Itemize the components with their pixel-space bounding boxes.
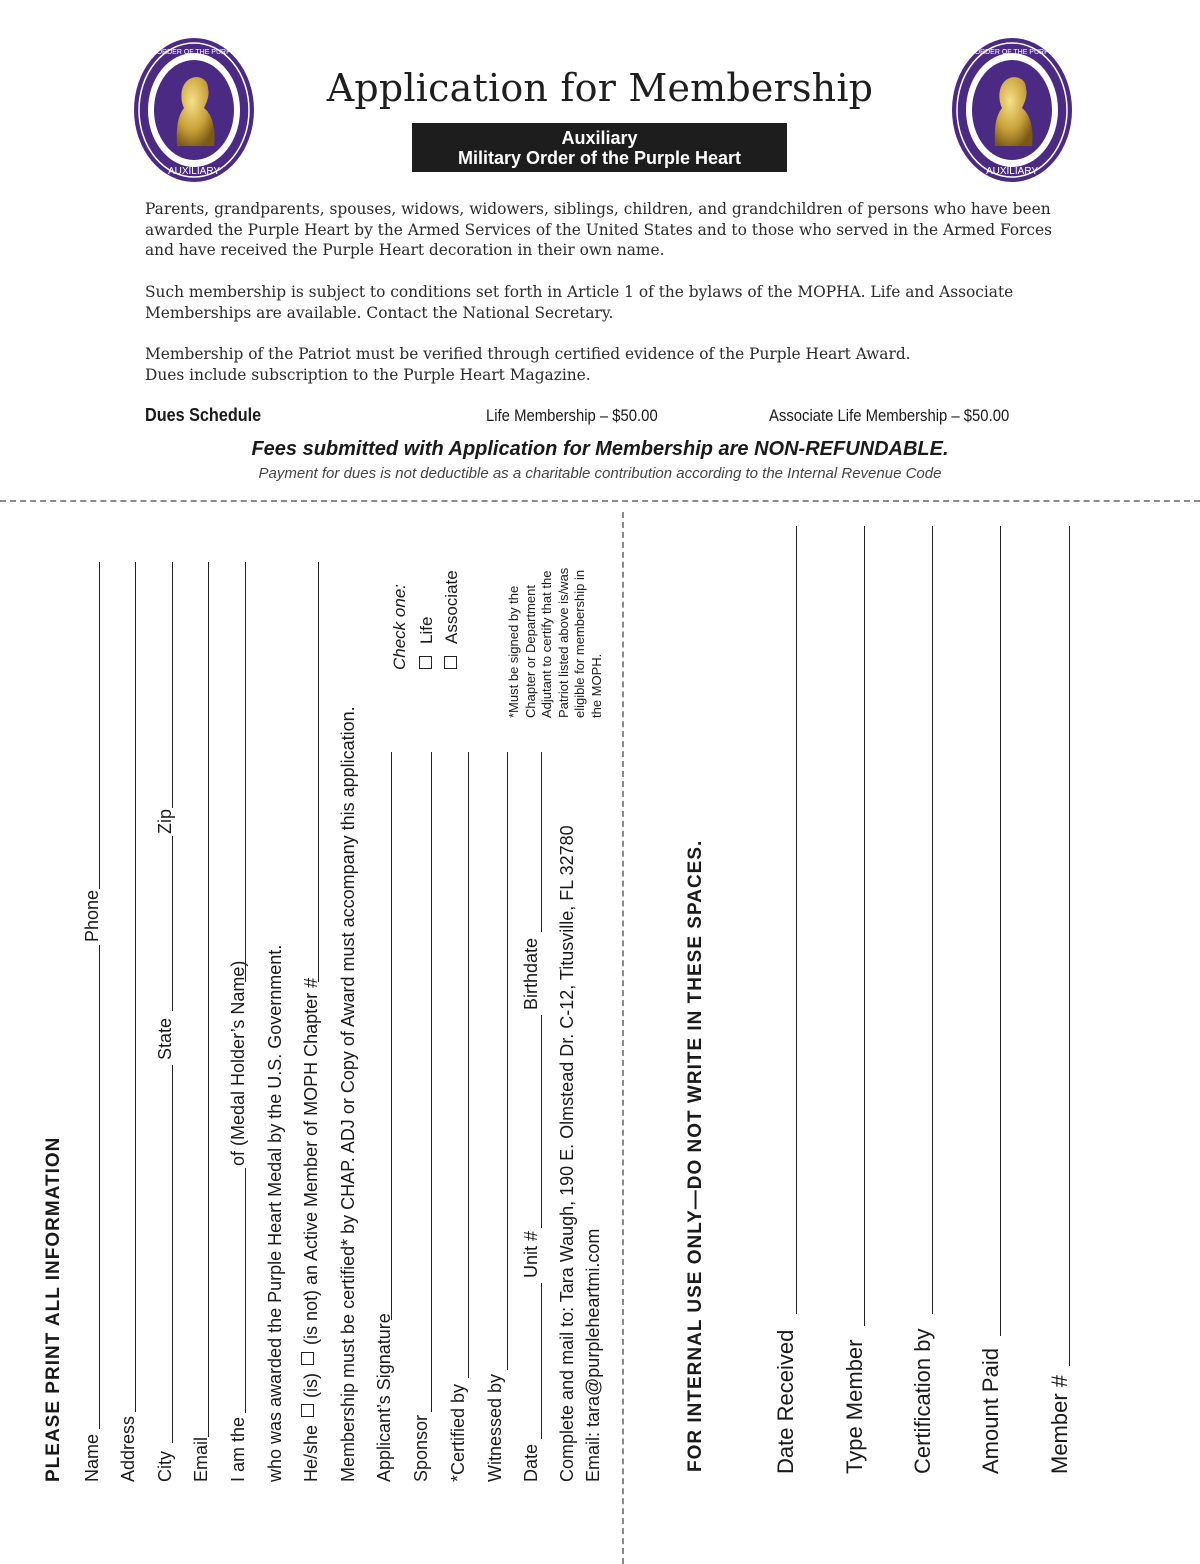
sponsor-label: Sponsor	[411, 1414, 431, 1482]
cert-note-line: Adjutant to certify that the	[539, 570, 554, 718]
is-checkbox[interactable]	[301, 1404, 314, 1417]
date-received-label: Date Received	[773, 1329, 798, 1474]
non-refundable-notice: Fees submitted with Application for Membership are NON-REFUNDABLE.	[251, 438, 949, 460]
logo-top-text: MILITARY ORDER OF THE PURPLE HEART	[941, 49, 1083, 56]
org-banner	[412, 123, 787, 172]
horizontal-cut-line	[0, 500, 1200, 502]
awarded-statement: who was awarded the Purple Heart Medal by the U.S. Government.	[265, 944, 285, 1482]
tax-notice: Payment for dues is not deductible as a charitable contribution according to the Internal Revenue Code	[258, 465, 942, 482]
is-label: (is)	[301, 1373, 321, 1398]
name-field[interactable]	[99, 945, 100, 1429]
address-field[interactable]	[135, 562, 136, 1412]
verification-paragraph	[145, 344, 1085, 385]
member-number-label: Member #	[1047, 1374, 1072, 1474]
logo-right	[941, 36, 1083, 184]
witnessed-by-label: Witnessed by	[485, 1373, 505, 1482]
certification-by-label: Certification by	[910, 1328, 935, 1474]
vertical-cut-line	[622, 512, 624, 1564]
cert-note-line: Chapter or Department	[522, 585, 538, 718]
amount-paid-label: Amount Paid	[978, 1348, 1003, 1474]
zip-label: Zip	[155, 808, 175, 834]
cert-note-line: *Must be signed by the	[506, 585, 521, 718]
verification-line-2: Dues include subscription to the Purple Heart Magazine.	[145, 365, 591, 384]
medal-holder-field[interactable]	[245, 562, 246, 982]
logo-bottom-text: AUXILIARY	[985, 166, 1039, 177]
banner-line-1: Auxiliary	[561, 128, 638, 148]
cert-note-line: eligible for membership in	[572, 569, 587, 718]
verification-line-1: Membership of the Patriot must be verified through certified evidence of the Purple Heart Award.	[145, 345, 911, 363]
banner-line-2: Military Order of the Purple Heart	[457, 148, 742, 168]
applicant-signature-field[interactable]	[391, 752, 392, 1320]
date-label: Date	[521, 1443, 541, 1482]
type-member-field[interactable]	[864, 526, 865, 1326]
mailing-address: Complete and mail to: Tara Waugh, 190 E. Olmstead Dr. C-12, Titusville, FL 32780	[557, 825, 577, 1482]
certified-by-field[interactable]	[468, 752, 469, 1378]
certification-note	[506, 568, 605, 718]
life-option-label: Life	[417, 616, 436, 644]
associate-option-label: Associate	[442, 570, 461, 644]
associate-membership-fee: Associate Life Membership – $50.00	[769, 407, 1010, 425]
zip-field[interactable]	[172, 562, 173, 808]
associate-checkbox[interactable]	[444, 656, 457, 669]
member-number-field[interactable]	[1069, 526, 1070, 1366]
date-received-field[interactable]	[796, 526, 797, 1314]
name-label: Name	[82, 1433, 102, 1482]
state-label: State	[155, 1017, 175, 1060]
cert-note-line: Patriot listed above is/was	[555, 567, 571, 718]
life-membership-fee: Life Membership – $50.00	[486, 407, 658, 425]
email-label: Email	[191, 1436, 211, 1482]
logo-bottom-text: AUXILIARY	[167, 166, 221, 177]
bylaws-paragraph: Such membership is subject to conditions set forth in Article 1 of the bylaws of the MOPHA. Life and Associate Memberships are available. Contact the National Secretary.	[145, 283, 1014, 322]
amount-paid-field[interactable]	[1000, 526, 1001, 1336]
internal-use-heading: FOR INTERNAL USE ONLY—DO NOT WRITE IN THESE SPACES.	[685, 839, 706, 1472]
birthdate-label: Birthdate	[521, 937, 541, 1010]
unit-field[interactable]	[541, 1015, 542, 1228]
date-field[interactable]	[541, 1283, 542, 1439]
is-not-checkbox[interactable]	[301, 1352, 314, 1365]
birthdate-field[interactable]	[541, 752, 542, 932]
medal-holder-label: of (Medal Holder’s Name)	[228, 960, 248, 1166]
logo-top-text: MILITARY ORDER OF THE PURPLE HEART	[123, 49, 265, 56]
address-label: Address	[118, 1415, 138, 1482]
state-field[interactable]	[172, 836, 173, 1011]
email-field[interactable]	[208, 562, 209, 1437]
relationship-field[interactable]	[245, 1168, 246, 1413]
applicant-signature-label: Applicant’s Signature	[374, 1313, 394, 1482]
certified-by-label: *Certified by	[448, 1383, 468, 1482]
cert-note-line: the MOPH.	[588, 653, 604, 718]
city-field[interactable]	[172, 1065, 173, 1443]
logo-left	[123, 36, 265, 184]
is-not-label: (is not) an Active Member of MOPH Chapter #	[301, 977, 321, 1345]
print-all-heading: PLEASE PRINT ALL INFORMATION	[43, 1136, 64, 1482]
phone-label: Phone	[82, 889, 102, 942]
phone-field[interactable]	[99, 562, 100, 889]
witnessed-by-field[interactable]	[507, 752, 508, 1370]
life-checkbox[interactable]	[419, 656, 432, 669]
page-title: Application for Membership	[326, 66, 874, 110]
city-label: City	[155, 1451, 175, 1482]
i-am-the-label: I am the	[228, 1416, 248, 1482]
check-one-label: Check one:	[390, 584, 409, 670]
certification-statement: Membership must be certified* by CHAP. ADJ or Copy of Award must accompany this application.	[338, 706, 358, 1482]
contact-email: Email: tara@purpleheartmi.com	[583, 1228, 603, 1482]
unit-label: Unit #	[521, 1230, 541, 1278]
sponsor-field[interactable]	[431, 752, 432, 1412]
dues-schedule-label: Dues Schedule	[145, 405, 262, 425]
chapter-number-field[interactable]	[318, 562, 319, 982]
heshe-label: He/she	[301, 1424, 321, 1482]
type-member-label: Type Member	[842, 1339, 867, 1474]
certification-by-field[interactable]	[932, 526, 933, 1314]
eligibility-paragraph: Parents, grandparents, spouses, widows, widowers, siblings, children, and grandchildren of persons who have been awarded the Purple Heart by the Armed Services of the United States and to those who served in the Armed Forces and have received the Purple Heart decoration in their own name.	[145, 200, 1053, 260]
